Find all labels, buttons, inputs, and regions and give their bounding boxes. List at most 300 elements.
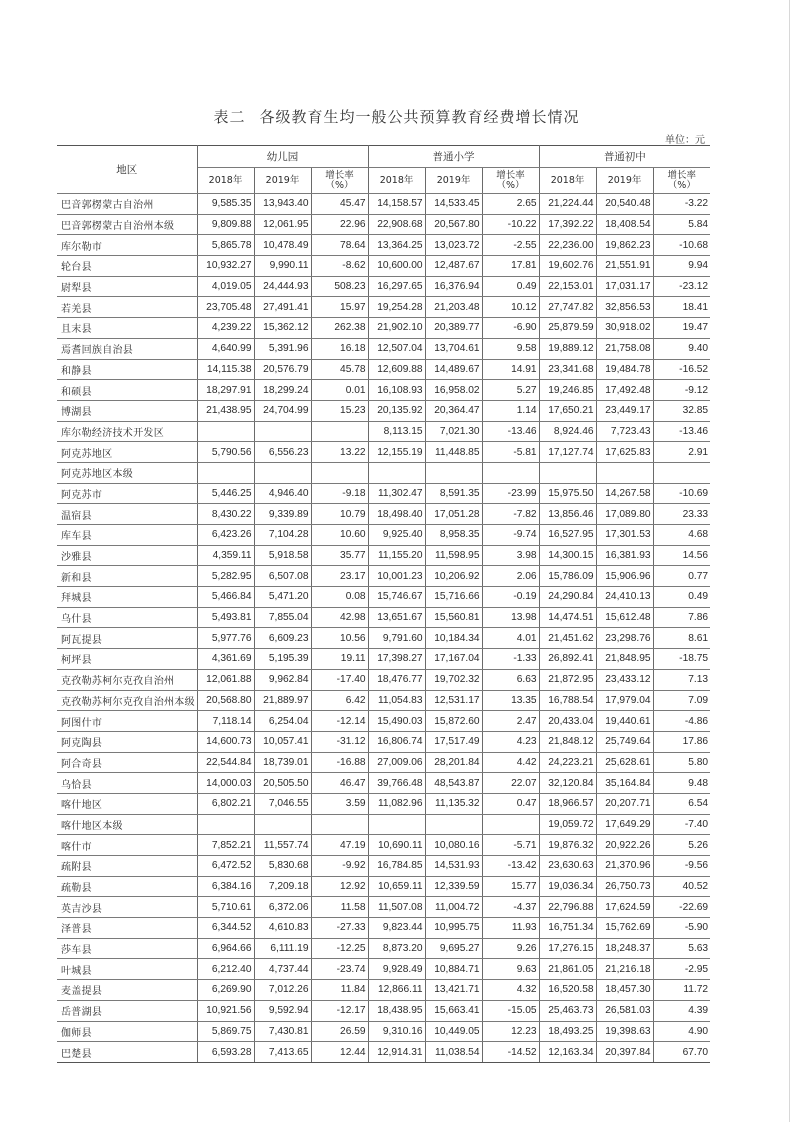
- junior-2019-cell: 26,750.73: [596, 876, 653, 897]
- primary-2019-cell: 11,135.32: [425, 793, 482, 814]
- region-cell: 库尔勒经济技术开发区: [57, 421, 197, 442]
- kg-2018-cell: 7,852.21: [197, 835, 254, 856]
- junior-2019-cell: 19,398.63: [596, 1021, 653, 1042]
- region-cell: 伽师县: [57, 1021, 197, 1042]
- primary-2018-cell: 10,600.00: [368, 256, 425, 277]
- kg-growth-cell: 12.44: [311, 1042, 368, 1063]
- region-cell: 若羌县: [57, 297, 197, 318]
- primary-growth-cell: 3.98: [482, 545, 539, 566]
- region-cell: 巴音郭楞蒙古自治州本级: [57, 214, 197, 235]
- kg-2018-cell: 6,472.52: [197, 856, 254, 877]
- table-row: [57, 835, 710, 856]
- junior-2019-cell: 21,758.08: [596, 338, 653, 359]
- junior-2019-cell: 25,749.64: [596, 731, 653, 752]
- junior-growth-cell: -18.75: [653, 649, 710, 670]
- primary-growth-cell: -5.71: [482, 835, 539, 856]
- unit-label: 单位：元: [665, 135, 705, 146]
- kg-2018-cell: 5,710.61: [197, 897, 254, 918]
- junior-growth-cell: 9.48: [653, 773, 710, 794]
- junior-2018-cell: 19,036.34: [539, 876, 596, 897]
- primary-2019-cell: 17,517.49: [425, 731, 482, 752]
- junior-2019-cell: 21,551.91: [596, 256, 653, 277]
- kg-2018-cell: 4,361.69: [197, 649, 254, 670]
- junior-2018-cell: [539, 462, 596, 483]
- primary-2019-cell: 14,533.45: [425, 194, 482, 215]
- table-row: [57, 793, 710, 814]
- kg-growth-cell: 3.59: [311, 793, 368, 814]
- kg-growth-cell: 35.77: [311, 545, 368, 566]
- primary-2018-cell: 18,498.40: [368, 504, 425, 525]
- primary-growth-cell: [482, 462, 539, 483]
- kg-growth-cell: [311, 462, 368, 483]
- kg-growth-cell: 15.97: [311, 297, 368, 318]
- primary-2019-cell: 48,543.87: [425, 773, 482, 794]
- region-cell: 和硕县: [57, 380, 197, 401]
- table-row: [57, 856, 710, 877]
- junior-2018-cell: 17,127.74: [539, 442, 596, 463]
- primary-2019-cell: 15,560.81: [425, 607, 482, 628]
- region-cell: 疏附县: [57, 856, 197, 877]
- kg-2019-cell: 6,372.06: [254, 897, 311, 918]
- header-row-groups: [57, 146, 710, 168]
- primary-2018-cell: 21,902.10: [368, 318, 425, 339]
- kg-growth-cell: -31.12: [311, 731, 368, 752]
- primary-2018-cell: 8,873.20: [368, 938, 425, 959]
- kg-2018-cell: 6,802.21: [197, 793, 254, 814]
- primary-growth-cell: 13.98: [482, 607, 539, 628]
- region-cell: 尉犁县: [57, 276, 197, 297]
- junior-2019-cell: 18,408.54: [596, 214, 653, 235]
- junior-growth-cell: 40.52: [653, 876, 710, 897]
- table-row: [57, 214, 710, 235]
- kg-2018-cell: 4,239.22: [197, 318, 254, 339]
- primary-growth-cell: 4.23: [482, 731, 539, 752]
- junior-2018-cell: 23,630.63: [539, 856, 596, 877]
- kg-2019-cell: 21,889.97: [254, 690, 311, 711]
- kg-2018-cell: 6,593.28: [197, 1042, 254, 1063]
- junior-growth-cell: -5.90: [653, 918, 710, 939]
- kg-growth-cell: 10.60: [311, 525, 368, 546]
- kg-2018-cell: 10,932.27: [197, 256, 254, 277]
- kg-growth-cell: 47.19: [311, 835, 368, 856]
- primary-growth-cell: 6.63: [482, 669, 539, 690]
- junior-2018-cell: 21,224.44: [539, 194, 596, 215]
- kg-2018-cell: 21,438.95: [197, 400, 254, 421]
- primary-2019-cell: 16,376.94: [425, 276, 482, 297]
- kg-2019-cell: 6,111.19: [254, 938, 311, 959]
- kg-2019-cell: 12,061.95: [254, 214, 311, 235]
- table-row: [57, 752, 710, 773]
- kg-2019-cell: 6,254.04: [254, 711, 311, 732]
- kg-2019-cell: 5,471.20: [254, 587, 311, 608]
- kg-2018-cell: 10,921.56: [197, 1000, 254, 1021]
- header-2019: 2019年: [425, 168, 482, 194]
- kg-growth-cell: 13.22: [311, 442, 368, 463]
- junior-2019-cell: 20,397.84: [596, 1042, 653, 1063]
- kg-2019-cell: 18,739.01: [254, 752, 311, 773]
- table-row: [57, 483, 710, 504]
- junior-growth-cell: -7.40: [653, 814, 710, 835]
- region-cell: 疏勒县: [57, 876, 197, 897]
- junior-growth-cell: 9.40: [653, 338, 710, 359]
- primary-growth-cell: 15.77: [482, 876, 539, 897]
- kg-2018-cell: 5,865.78: [197, 235, 254, 256]
- kg-2019-cell: 4,610.83: [254, 918, 311, 939]
- kg-growth-cell: 0.01: [311, 380, 368, 401]
- junior-growth-cell: 0.49: [653, 587, 710, 608]
- kg-2019-cell: 5,195.39: [254, 649, 311, 670]
- primary-2018-cell: 8,113.15: [368, 421, 425, 442]
- junior-2019-cell: 14,267.58: [596, 483, 653, 504]
- table-row: [57, 628, 710, 649]
- kg-2019-cell: 10,478.49: [254, 235, 311, 256]
- junior-2018-cell: 13,856.46: [539, 504, 596, 525]
- primary-growth-cell: 0.47: [482, 793, 539, 814]
- table-row: [57, 297, 710, 318]
- kg-2018-cell: 8,430.22: [197, 504, 254, 525]
- junior-growth-cell: 4.68: [653, 525, 710, 546]
- primary-2019-cell: 8,958.35: [425, 525, 482, 546]
- kg-growth-cell: 11.84: [311, 980, 368, 1001]
- primary-growth-cell: 2.06: [482, 566, 539, 587]
- kg-growth-cell: 12.92: [311, 876, 368, 897]
- table-title-text: 各级教育生均一般公共预算教育经费增长情况: [259, 108, 580, 126]
- region-cell: 克孜勒苏柯尔克孜自治州: [57, 669, 197, 690]
- region-cell: 库尔勒市: [57, 235, 197, 256]
- kg-growth-cell: 78.64: [311, 235, 368, 256]
- primary-2018-cell: 16,806.74: [368, 731, 425, 752]
- primary-2018-cell: 20,135.92: [368, 400, 425, 421]
- table-row: [57, 545, 710, 566]
- primary-2019-cell: 11,448.85: [425, 442, 482, 463]
- junior-growth-cell: 9.94: [653, 256, 710, 277]
- primary-2019-cell: 21,203.48: [425, 297, 482, 318]
- junior-growth-cell: 5.84: [653, 214, 710, 235]
- region-cell: 温宿县: [57, 504, 197, 525]
- kg-growth-cell: -16.88: [311, 752, 368, 773]
- primary-growth-cell: -13.42: [482, 856, 539, 877]
- kg-2018-cell: 5,977.76: [197, 628, 254, 649]
- kg-growth-cell: 22.96: [311, 214, 368, 235]
- primary-2019-cell: 15,872.60: [425, 711, 482, 732]
- junior-2018-cell: 15,786.09: [539, 566, 596, 587]
- primary-2019-cell: 20,389.77: [425, 318, 482, 339]
- primary-growth-cell: 12.23: [482, 1021, 539, 1042]
- kg-2019-cell: 15,362.12: [254, 318, 311, 339]
- junior-growth-cell: -10.69: [653, 483, 710, 504]
- region-cell: 喀什市: [57, 835, 197, 856]
- kg-2018-cell: 14,600.73: [197, 731, 254, 752]
- primary-2019-cell: 11,038.54: [425, 1042, 482, 1063]
- primary-growth-cell: 1.14: [482, 400, 539, 421]
- region-cell: 叶城县: [57, 959, 197, 980]
- kg-2019-cell: 7,209.18: [254, 876, 311, 897]
- junior-2018-cell: 18,493.25: [539, 1021, 596, 1042]
- table-row: [57, 235, 710, 256]
- primary-2018-cell: [368, 814, 425, 835]
- region-cell: 喀什地区: [57, 793, 197, 814]
- kg-2018-cell: 5,282.95: [197, 566, 254, 587]
- junior-2018-cell: 22,236.00: [539, 235, 596, 256]
- primary-2018-cell: [368, 462, 425, 483]
- junior-2019-cell: 23,298.76: [596, 628, 653, 649]
- primary-2018-cell: 12,155.19: [368, 442, 425, 463]
- junior-growth-cell: 6.54: [653, 793, 710, 814]
- primary-growth-cell: 13.35: [482, 690, 539, 711]
- primary-growth-cell: -9.74: [482, 525, 539, 546]
- kg-2019-cell: 11,557.74: [254, 835, 311, 856]
- kg-2019-cell: 9,962.84: [254, 669, 311, 690]
- kg-2018-cell: 20,568.80: [197, 690, 254, 711]
- primary-growth-cell: -15.05: [482, 1000, 539, 1021]
- junior-2019-cell: 17,625.83: [596, 442, 653, 463]
- primary-2019-cell: 13,023.72: [425, 235, 482, 256]
- kg-2018-cell: 5,869.75: [197, 1021, 254, 1042]
- junior-2019-cell: 32,856.53: [596, 297, 653, 318]
- primary-2018-cell: 12,609.88: [368, 359, 425, 380]
- table-row: [57, 669, 710, 690]
- primary-growth-cell: 22.07: [482, 773, 539, 794]
- junior-2018-cell: 19,059.72: [539, 814, 596, 835]
- table-row: [57, 318, 710, 339]
- table-row: [57, 566, 710, 587]
- primary-2019-cell: 15,716.66: [425, 587, 482, 608]
- primary-growth-cell: 11.93: [482, 918, 539, 939]
- primary-growth-cell: 9.26: [482, 938, 539, 959]
- kg-2018-cell: 12,061.88: [197, 669, 254, 690]
- junior-growth-cell: -3.22: [653, 194, 710, 215]
- kg-growth-cell: 0.08: [311, 587, 368, 608]
- junior-2019-cell: 26,581.03: [596, 1000, 653, 1021]
- kg-2019-cell: 24,444.93: [254, 276, 311, 297]
- primary-2018-cell: 13,364.25: [368, 235, 425, 256]
- kg-growth-cell: [311, 421, 368, 442]
- junior-2019-cell: 18,457.30: [596, 980, 653, 1001]
- junior-growth-cell: 4.39: [653, 1000, 710, 1021]
- primary-2018-cell: 9,791.60: [368, 628, 425, 649]
- table-row: [57, 938, 710, 959]
- region-cell: 轮台县: [57, 256, 197, 277]
- primary-2018-cell: 13,651.67: [368, 607, 425, 628]
- junior-2018-cell: 22,796.88: [539, 897, 596, 918]
- primary-growth-cell: -13.46: [482, 421, 539, 442]
- junior-2018-cell: 21,848.12: [539, 731, 596, 752]
- kg-2019-cell: 4,946.40: [254, 483, 311, 504]
- table-body: [57, 194, 710, 1063]
- region-cell: 阿克陶县: [57, 731, 197, 752]
- kg-2019-cell: 24,704.99: [254, 400, 311, 421]
- junior-2018-cell: 26,892.41: [539, 649, 596, 670]
- junior-2019-cell: 16,381.93: [596, 545, 653, 566]
- primary-2019-cell: 10,080.16: [425, 835, 482, 856]
- table-row: [57, 607, 710, 628]
- primary-2018-cell: 10,659.11: [368, 876, 425, 897]
- primary-growth-cell: -4.37: [482, 897, 539, 918]
- kg-2019-cell: 9,339.89: [254, 504, 311, 525]
- header-2018: 2018年: [197, 168, 254, 194]
- junior-growth-cell: 32.85: [653, 400, 710, 421]
- junior-2018-cell: 32,120.84: [539, 773, 596, 794]
- kg-2019-cell: 9,592.94: [254, 1000, 311, 1021]
- junior-2018-cell: 8,924.46: [539, 421, 596, 442]
- kg-2018-cell: [197, 462, 254, 483]
- primary-growth-cell: -7.82: [482, 504, 539, 525]
- kg-2018-cell: 6,212.40: [197, 959, 254, 980]
- junior-growth-cell: 7.09: [653, 690, 710, 711]
- region-cell: 巴楚县: [57, 1042, 197, 1063]
- table-title: [0, 106, 793, 127]
- primary-growth-cell: 17.81: [482, 256, 539, 277]
- table-row: [57, 918, 710, 939]
- kg-growth-cell: 262.38: [311, 318, 368, 339]
- kg-2018-cell: 14,115.38: [197, 359, 254, 380]
- primary-2018-cell: 11,507.08: [368, 897, 425, 918]
- junior-2019-cell: 17,649.29: [596, 814, 653, 835]
- region-cell: 麦盖提县: [57, 980, 197, 1001]
- junior-2018-cell: 21,861.05: [539, 959, 596, 980]
- kg-2018-cell: 5,790.56: [197, 442, 254, 463]
- primary-2018-cell: 17,398.27: [368, 649, 425, 670]
- junior-2018-cell: 21,872.95: [539, 669, 596, 690]
- junior-growth-cell: 17.86: [653, 731, 710, 752]
- junior-growth-cell: 5.80: [653, 752, 710, 773]
- kg-growth-cell: 26.59: [311, 1021, 368, 1042]
- junior-2019-cell: 15,762.69: [596, 918, 653, 939]
- primary-2019-cell: 8,591.35: [425, 483, 482, 504]
- junior-2019-cell: 25,628.61: [596, 752, 653, 773]
- kg-growth-cell: 42.98: [311, 607, 368, 628]
- kg-2018-cell: 14,000.03: [197, 773, 254, 794]
- header-growth-rate: 增长率 （%）: [311, 168, 368, 194]
- region-cell: 和静县: [57, 359, 197, 380]
- junior-growth-cell: -22.69: [653, 897, 710, 918]
- primary-2019-cell: 13,704.61: [425, 338, 482, 359]
- primary-2019-cell: 13,421.71: [425, 980, 482, 1001]
- kg-2019-cell: 10,057.41: [254, 731, 311, 752]
- kg-growth-cell: -8.62: [311, 256, 368, 277]
- table-row: [57, 1042, 710, 1063]
- junior-growth-cell: -13.46: [653, 421, 710, 442]
- junior-2019-cell: 20,540.48: [596, 194, 653, 215]
- region-cell: 阿克苏地区: [57, 442, 197, 463]
- primary-2018-cell: 16,108.93: [368, 380, 425, 401]
- table-row: [57, 1000, 710, 1021]
- primary-2018-cell: 14,158.57: [368, 194, 425, 215]
- junior-2019-cell: 21,370.96: [596, 856, 653, 877]
- junior-2018-cell: 16,520.58: [539, 980, 596, 1001]
- region-cell: 阿克苏市: [57, 483, 197, 504]
- kg-2018-cell: 5,446.25: [197, 483, 254, 504]
- primary-growth-cell: 2.47: [482, 711, 539, 732]
- education-funding-table: [57, 145, 710, 1063]
- kg-growth-cell: -9.92: [311, 856, 368, 877]
- table-row: [57, 400, 710, 421]
- primary-2018-cell: 11,082.96: [368, 793, 425, 814]
- primary-2018-cell: 12,914.31: [368, 1042, 425, 1063]
- junior-growth-cell: 23.33: [653, 504, 710, 525]
- table-row: [57, 731, 710, 752]
- kg-2018-cell: 4,019.05: [197, 276, 254, 297]
- region-cell: 喀什地区本级: [57, 814, 197, 835]
- primary-2019-cell: 16,958.02: [425, 380, 482, 401]
- junior-2019-cell: 23,449.17: [596, 400, 653, 421]
- junior-2019-cell: 15,612.48: [596, 607, 653, 628]
- kg-2019-cell: 20,505.50: [254, 773, 311, 794]
- kg-2018-cell: 6,344.52: [197, 918, 254, 939]
- primary-growth-cell: 0.49: [482, 276, 539, 297]
- primary-2018-cell: 12,866.11: [368, 980, 425, 1001]
- junior-2019-cell: 19,484.78: [596, 359, 653, 380]
- region-cell: 阿图什市: [57, 711, 197, 732]
- header-2019: 2019年: [254, 168, 311, 194]
- primary-growth-cell: 9.63: [482, 959, 539, 980]
- table-row: [57, 462, 710, 483]
- junior-2019-cell: 20,207.71: [596, 793, 653, 814]
- table-row: [57, 442, 710, 463]
- primary-2018-cell: 19,254.28: [368, 297, 425, 318]
- kg-2019-cell: 7,855.04: [254, 607, 311, 628]
- primary-growth-cell: -1.33: [482, 649, 539, 670]
- primary-2018-cell: 16,297.65: [368, 276, 425, 297]
- kg-growth-cell: 19.11: [311, 649, 368, 670]
- kg-growth-cell: 6.42: [311, 690, 368, 711]
- table-row: [57, 690, 710, 711]
- primary-2019-cell: 11,004.72: [425, 897, 482, 918]
- table-row: [57, 876, 710, 897]
- junior-growth-cell: 7.86: [653, 607, 710, 628]
- kg-2019-cell: [254, 421, 311, 442]
- primary-2018-cell: 10,690.11: [368, 835, 425, 856]
- junior-2019-cell: 20,922.26: [596, 835, 653, 856]
- table-row: [57, 711, 710, 732]
- junior-growth-cell: 5.26: [653, 835, 710, 856]
- primary-2019-cell: 19,702.32: [425, 669, 482, 690]
- kg-2019-cell: 6,556.23: [254, 442, 311, 463]
- table-row: [57, 897, 710, 918]
- region-cell: 英吉沙县: [57, 897, 197, 918]
- junior-2019-cell: [596, 462, 653, 483]
- primary-growth-cell: 10.12: [482, 297, 539, 318]
- primary-2019-cell: 9,695.27: [425, 938, 482, 959]
- kg-growth-cell: -12.14: [311, 711, 368, 732]
- kg-growth-cell: 23.17: [311, 566, 368, 587]
- primary-2019-cell: 7,021.30: [425, 421, 482, 442]
- primary-2019-cell: 12,339.59: [425, 876, 482, 897]
- kg-2019-cell: 27,491.41: [254, 297, 311, 318]
- region-cell: 新和县: [57, 566, 197, 587]
- primary-2018-cell: 39,766.48: [368, 773, 425, 794]
- kg-2019-cell: 7,046.55: [254, 793, 311, 814]
- primary-growth-cell: -6.90: [482, 318, 539, 339]
- junior-2018-cell: 18,966.57: [539, 793, 596, 814]
- kg-growth-cell: 15.23: [311, 400, 368, 421]
- kg-growth-cell: -9.18: [311, 483, 368, 504]
- kg-growth-cell: -17.40: [311, 669, 368, 690]
- region-cell: 焉耆回族自治县: [57, 338, 197, 359]
- primary-2018-cell: 22,908.68: [368, 214, 425, 235]
- kg-2019-cell: 7,104.28: [254, 525, 311, 546]
- kg-2018-cell: 4,640.99: [197, 338, 254, 359]
- kg-2019-cell: 18,299.24: [254, 380, 311, 401]
- primary-2019-cell: 17,167.04: [425, 649, 482, 670]
- junior-2018-cell: 19,876.32: [539, 835, 596, 856]
- primary-growth-cell: 4.01: [482, 628, 539, 649]
- junior-2019-cell: 21,216.18: [596, 959, 653, 980]
- primary-2018-cell: 11,054.83: [368, 690, 425, 711]
- kg-growth-cell: -23.74: [311, 959, 368, 980]
- table-row: [57, 380, 710, 401]
- kg-2019-cell: 6,507.08: [254, 566, 311, 587]
